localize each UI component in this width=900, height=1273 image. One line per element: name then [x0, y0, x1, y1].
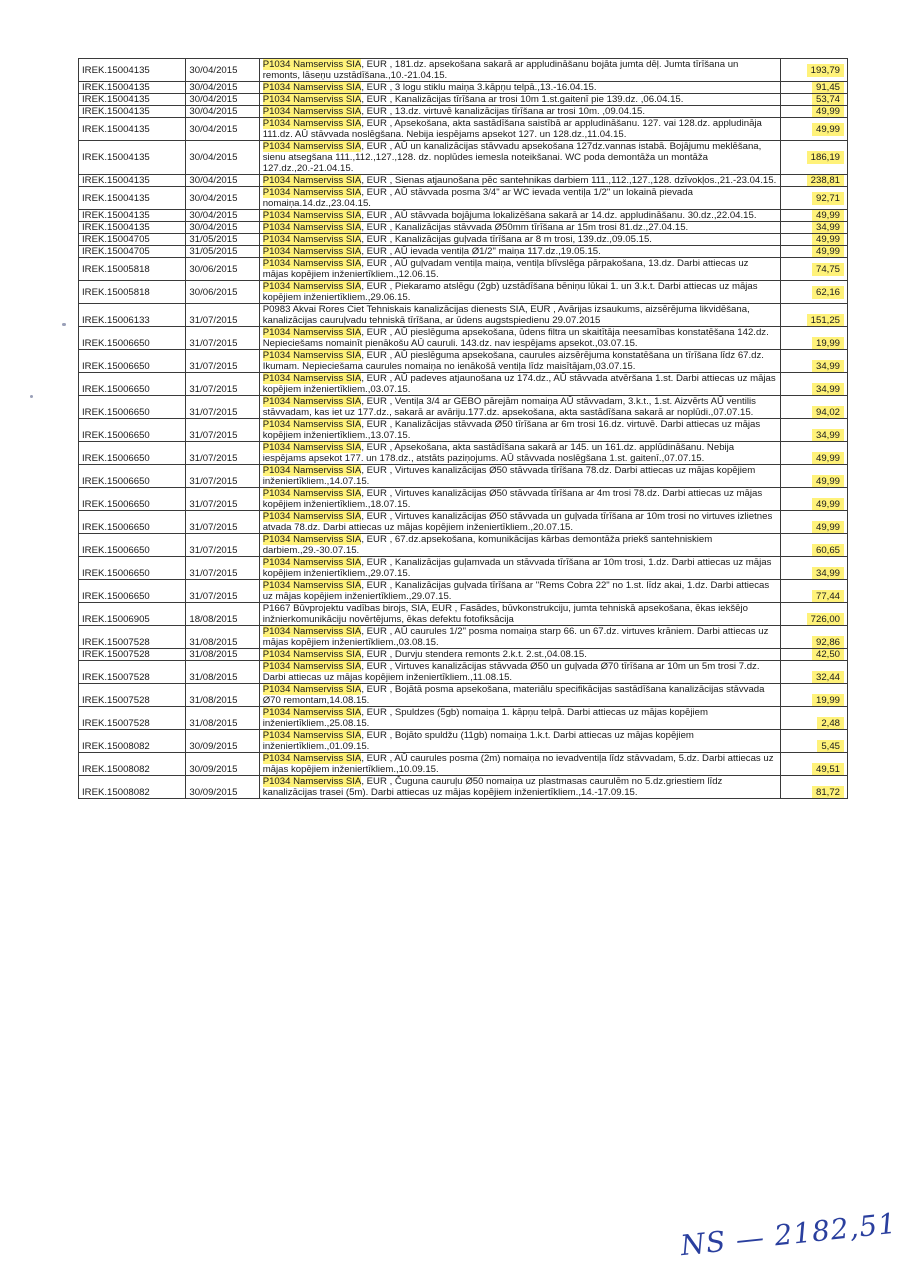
invoice-date-cell: 30/09/2015 — [186, 753, 259, 776]
description-text: P1667 Būvprojektu vadības birojs, SIA, EUR , Fasādes, būvkonstrukciju, jumta tehniskā apsekošana, ēkas iekšējo inžnierkomunikāciju novērtējums, ēkas defektu fotofiksācija — [262, 603, 748, 625]
amount-cell — [780, 141, 847, 175]
ledger-row — [79, 187, 848, 210]
description-text: , EUR , AŪ pieslēguma apsekošana, caurules aizsērējuma konstatēšana un tīrīšana līdz 67.dz. Ikumam. Nepieciešama caurules nomaiņa no ienākošā ventiļa līdz maisītājam,03.07.15. — [262, 350, 764, 372]
description-cell — [259, 396, 780, 419]
invoice-id-cell: IREK.15005818 — [79, 281, 186, 304]
description-cell — [259, 603, 780, 626]
invoice-id-cell: IREK.15008082 — [79, 753, 186, 776]
description-text: , EUR , Kanalizācijas guļvada tīrīšana ar "Rems Cobra 22" no 1.st. līdz akai, 1.dz. Darbi attiecas uz mājas kopējiem inženiertīkliem.,29.07.15. — [262, 580, 770, 602]
amount-value: 53,74 — [812, 94, 844, 106]
ledger-row — [79, 94, 848, 106]
vendor-name: P1034 Namserviss SIA — [262, 246, 362, 257]
amount-value: 94,02 — [812, 406, 844, 419]
ledger-row — [79, 118, 848, 141]
invoice-date-cell: 31/07/2015 — [186, 488, 259, 511]
description-text: , EUR , Virtuves kanalizācijas stāvvada Ø50 un guļvada Ø70 tīrīšana ar 10m un 5m trosi 7.dz. Darbi attiecas uz mājas kopējiem inženiertīkliem.,11.08.15. — [262, 661, 760, 683]
amount-cell — [780, 661, 847, 684]
invoice-id-cell: IREK.15008082 — [79, 776, 186, 799]
description-cell — [259, 373, 780, 396]
description-cell — [259, 59, 780, 82]
description-cell — [259, 187, 780, 210]
invoice-id-cell: IREK.15006650 — [79, 350, 186, 373]
ledger-row — [79, 511, 848, 534]
amount-cell — [780, 557, 847, 580]
invoice-id-cell: IREK.15006650 — [79, 465, 186, 488]
description-cell — [259, 281, 780, 304]
invoice-date-cell: 31/07/2015 — [186, 419, 259, 442]
description-text: , EUR , AŪ stāvvada posma 3/4" ar WC ievada ventiļa 1/2" un lokainā pievada nomaiņa.14.dz.,23.04.15. — [262, 187, 693, 209]
vendor-name: P1034 Namserviss SIA — [262, 187, 362, 198]
description-cell — [259, 175, 780, 187]
amount-cell — [780, 175, 847, 187]
invoice-date-cell: 30/04/2015 — [186, 210, 259, 222]
vendor-name: P1034 Namserviss SIA — [262, 707, 362, 718]
invoice-id-cell: IREK.15006905 — [79, 603, 186, 626]
ledger-body — [79, 59, 848, 799]
description-text: , EUR , AŪ ievada ventiļa Ø1/2" maiņa 117.dz.,19.05.15. — [361, 246, 601, 257]
description-text: , EUR , 67.dz.apsekošana, komunikācijas kārbas demontāža priekš santehniskiem darbiem.,29.-30.07.15. — [262, 534, 713, 556]
ledger-row — [79, 684, 848, 707]
invoice-id-cell: IREK.15007528 — [79, 661, 186, 684]
amount-value: 91,45 — [812, 82, 844, 94]
amount-value: 32,44 — [812, 671, 844, 684]
invoice-id-cell: IREK.15006650 — [79, 373, 186, 396]
vendor-name: P1034 Namserviss SIA — [262, 118, 362, 129]
amount-cell — [780, 82, 847, 94]
description-text: , EUR , AŪ un kanalizācijas stāvvadu apsekošana 127dz.vannas istabā. Bojājumu meklēšana, sienu atsegšana 111.,112.,127.,128. dz. noplūdes iemesla noteikšanai. WC poda demontāža un montāža 127.dz.,20.-21.04.15. — [262, 141, 762, 174]
invoice-id-cell: IREK.15006650 — [79, 488, 186, 511]
amount-cell — [780, 396, 847, 419]
vendor-name: P1034 Namserviss SIA — [262, 534, 362, 545]
description-cell — [259, 304, 780, 327]
ledger-row — [79, 419, 848, 442]
ledger-row — [79, 59, 848, 82]
invoice-date-cell: 31/05/2015 — [186, 234, 259, 246]
invoice-date-cell: 30/04/2015 — [186, 106, 259, 118]
amount-cell — [780, 118, 847, 141]
amount-value: 77,44 — [812, 590, 844, 603]
description-cell — [259, 82, 780, 94]
vendor-name: P1034 Namserviss SIA — [262, 210, 362, 221]
invoice-date-cell: 31/07/2015 — [186, 396, 259, 419]
invoice-id-cell: IREK.15006650 — [79, 442, 186, 465]
amount-cell — [780, 684, 847, 707]
amount-value: 34,99 — [812, 567, 844, 580]
amount-value: 49,99 — [812, 123, 844, 136]
amount-value: 49,99 — [812, 210, 844, 222]
invoice-id-cell: IREK.15006650 — [79, 396, 186, 419]
invoice-date-cell: 31/08/2015 — [186, 684, 259, 707]
amount-value: 74,75 — [812, 263, 844, 276]
ledger-row — [79, 82, 848, 94]
vendor-name: P1034 Namserviss SIA — [262, 327, 362, 338]
amount-cell — [780, 373, 847, 396]
amount-value: 49,99 — [812, 106, 844, 118]
description-text: , EUR , AŪ stāvvada bojājuma lokalizēšana sakarā ar 14.dz. appludināšanu. 30.dz.,22.04.15. — [361, 210, 757, 221]
amount-value: 193,79 — [807, 64, 844, 77]
amount-cell — [780, 234, 847, 246]
invoice-id-cell: IREK.15006650 — [79, 511, 186, 534]
invoice-date-cell: 31/07/2015 — [186, 465, 259, 488]
description-cell — [259, 141, 780, 175]
description-text: , EUR , Kanalizācijas tīrīšana ar trosi 10m 1.st.gaitenī pie 139.dz. ,06.04.15. — [361, 94, 684, 105]
ledger-row — [79, 222, 848, 234]
invoice-id-cell: IREK.15006650 — [79, 580, 186, 603]
amount-value: 49,99 — [812, 498, 844, 511]
amount-value: 42,50 — [812, 649, 844, 661]
description-cell — [259, 580, 780, 603]
description-text: , EUR , 3 logu stiklu maiņa 3.kāpņu telpā.,13.-16.04.15. — [361, 82, 597, 93]
description-cell — [259, 626, 780, 649]
invoice-id-cell: IREK.15004135 — [79, 210, 186, 222]
vendor-name: P1034 Namserviss SIA — [262, 661, 362, 672]
vendor-name: P1034 Namserviss SIA — [262, 373, 362, 384]
vendor-name: P1034 Namserviss SIA — [262, 730, 362, 741]
ledger-row — [79, 753, 848, 776]
vendor-name: P1034 Namserviss SIA — [262, 222, 362, 233]
invoice-id-cell: IREK.15004135 — [79, 222, 186, 234]
invoice-id-cell: IREK.15007528 — [79, 707, 186, 730]
description-cell — [259, 350, 780, 373]
description-text: , EUR , AŪ pieslēguma apsekošana, ūdens filtra un skaitītāja neesamības konstatēšana 142.dz. Nepieciešams nomainīt pienākošu AŪ cauruli. 143.dz. nav iespējams apsekot.,03.07.15. — [262, 327, 769, 349]
vendor-name: P1034 Namserviss SIA — [262, 141, 362, 152]
description-cell — [259, 258, 780, 281]
invoice-date-cell: 30/04/2015 — [186, 175, 259, 187]
ledger-row — [79, 442, 848, 465]
description-cell — [259, 106, 780, 118]
amount-cell — [780, 94, 847, 106]
description-cell — [259, 465, 780, 488]
invoice-id-cell: IREK.15006650 — [79, 327, 186, 350]
invoice-date-cell: 31/07/2015 — [186, 557, 259, 580]
invoice-date-cell: 31/08/2015 — [186, 649, 259, 661]
vendor-name: P1034 Namserviss SIA — [262, 281, 362, 292]
vendor-name: P1034 Namserviss SIA — [262, 626, 362, 637]
ledger-row — [79, 580, 848, 603]
ledger-row — [79, 175, 848, 187]
amount-cell — [780, 281, 847, 304]
amount-value: 62,16 — [812, 286, 844, 299]
description-text: , EUR , 181.dz. apsekošana sakarā ar appludināšanu bojāta jumta dēļ. Jumta tīrīšana un remonts, lāseņu uzstādīšana.,10.-21.04.15. — [262, 59, 739, 81]
ledger-row — [79, 626, 848, 649]
vendor-name: P1034 Namserviss SIA — [262, 82, 362, 93]
description-cell — [259, 707, 780, 730]
amount-cell — [780, 730, 847, 753]
vendor-name: P1034 Namserviss SIA — [262, 649, 362, 660]
description-cell — [259, 684, 780, 707]
ledger-row — [79, 350, 848, 373]
amount-value: 49,99 — [812, 521, 844, 534]
amount-value: 186,19 — [807, 151, 844, 164]
scan-speck — [62, 323, 66, 326]
ledger-row — [79, 210, 848, 222]
invoice-id-cell: IREK.15007528 — [79, 649, 186, 661]
invoice-date-cell: 18/08/2015 — [186, 603, 259, 626]
description-text: , EUR , Kanalizācijas stāvvada Ø50 tīrīšana ar 6m trosi 16.dz. virtuvē. Darbi attiecas uz mājas kopējiem inženiertīkliem.,13.07.15. — [262, 419, 761, 441]
invoice-id-cell: IREK.15004135 — [79, 187, 186, 210]
amount-cell — [780, 210, 847, 222]
amount-cell — [780, 649, 847, 661]
description-cell — [259, 753, 780, 776]
amount-value: 81,72 — [812, 786, 844, 799]
description-cell — [259, 511, 780, 534]
description-text: P0983 Akvai Rores Ciet Tehniskais kanalizācijas dienests SIA, EUR , Avārijas izsaukums, aizsērējuma likvidēšana, kanalizācijas cauruļvadu tehniskā tīrīšana, ar ūdens augstspiedienu 29.07.2015 — [262, 304, 750, 326]
description-text: , EUR , Virtuves kanalizācijas Ø50 stāvvada tīrīšana 78.dz. Darbi attiecas uz mājas kopējiem inženiertīkliem.,14.07.15. — [262, 465, 756, 487]
description-cell — [259, 419, 780, 442]
description-text: , EUR , Apsekošana, akta sastādīšana saistībā ar appludināšanu. 127. vai 128.dz. appludināja 111.dz. AŪ stāvvada noslēgšana. Nebija iespējams apsekot 127. un 128.dz.,11.04.15. — [262, 118, 762, 140]
vendor-name: P1034 Namserviss SIA — [262, 396, 362, 407]
invoice-date-cell: 30/06/2015 — [186, 281, 259, 304]
ledger-row — [79, 707, 848, 730]
ledger-row — [79, 649, 848, 661]
amount-value: 49,51 — [812, 763, 844, 776]
description-text: , EUR , AŪ caurules 1/2" posma nomaiņa starp 66. un 67.dz. virtuves krāniem. Darbi attiecas uz mājas kopējiem inženiertīkliem.,03.08.15. — [262, 626, 769, 648]
vendor-name: P1034 Namserviss SIA — [262, 557, 362, 568]
description-text: , EUR , Spuldzes (5gb) nomaiņa 1. kāpņu telpā. Darbi attiecas uz mājas kopējiem inženiertīkliem.,25.08.15. — [262, 707, 708, 729]
amount-cell — [780, 488, 847, 511]
amount-cell — [780, 534, 847, 557]
invoice-id-cell: IREK.15004705 — [79, 234, 186, 246]
ledger-row — [79, 730, 848, 753]
invoice-date-cell: 31/07/2015 — [186, 580, 259, 603]
invoice-date-cell: 31/08/2015 — [186, 626, 259, 649]
description-cell — [259, 649, 780, 661]
description-cell — [259, 776, 780, 799]
amount-value: 92,71 — [812, 192, 844, 205]
amount-value: 2,48 — [817, 717, 844, 730]
description-text: , EUR , Virtuves kanalizācijas Ø50 stāvvada un guļvada tīrīšana ar 10m trosi no virtuves izlietnes atvada 78.dz. Darbi attiecas uz mājas kopējiem inženiertīkliem.,20.07.15. — [262, 511, 773, 533]
invoice-date-cell: 31/08/2015 — [186, 707, 259, 730]
amount-cell — [780, 246, 847, 258]
invoice-id-cell: IREK.15006650 — [79, 557, 186, 580]
amount-value: 19,99 — [812, 337, 844, 350]
ledger-row — [79, 141, 848, 175]
invoice-id-cell: IREK.15004135 — [79, 106, 186, 118]
invoice-date-cell: 30/06/2015 — [186, 258, 259, 281]
vendor-name: P1034 Namserviss SIA — [262, 106, 362, 117]
description-text: , EUR , Kanalizācijas guļvada tīrīšana ar 8 m trosi, 139.dz.,09.05.15. — [361, 234, 652, 245]
invoice-date-cell: 31/07/2015 — [186, 350, 259, 373]
invoice-date-cell: 30/04/2015 — [186, 222, 259, 234]
amount-value: 49,99 — [812, 234, 844, 246]
vendor-name: P1034 Namserviss SIA — [262, 488, 362, 499]
vendor-name: P1034 Namserviss SIA — [262, 175, 362, 186]
invoice-id-cell: IREK.15007528 — [79, 626, 186, 649]
invoice-date-cell: 31/08/2015 — [186, 661, 259, 684]
ledger-row — [79, 258, 848, 281]
vendor-name: P1034 Namserviss SIA — [262, 258, 362, 269]
description-text: , EUR , AŪ guļvadam ventiļa maiņa, ventiļa blīvslēga pārpakošana, 13.dz. Darbi attiecas uz mājas kopējiem inženiertīkliem.,12.06.15. — [262, 258, 749, 280]
invoice-date-cell: 31/07/2015 — [186, 534, 259, 557]
vendor-name: P1034 Namserviss SIA — [262, 94, 362, 105]
ledger-row — [79, 661, 848, 684]
vendor-name: P1034 Namserviss SIA — [262, 511, 362, 522]
invoice-date-cell: 30/04/2015 — [186, 118, 259, 141]
description-text: , EUR , Piekaramo atslēgu (2gb) uzstādīšana bēniņu lūkai 1. un 3.k.t. Darbi attiecas uz mājas kopējiem inženiertīkliem.,29.06.15. — [262, 281, 758, 303]
ledger-row — [79, 396, 848, 419]
invoice-date-cell: 30/09/2015 — [186, 776, 259, 799]
amount-cell — [780, 59, 847, 82]
description-text: , EUR , Čuguna cauruļu Ø50 nomaiņa uz plastmasas caurulēm no 5.dz.griestiem līdz kanalizācijas trasei (5m). Darbi attiecas uz mājas kopējiem inženiertīkliem.,14.-17.09.15. — [262, 776, 723, 798]
amount-cell — [780, 511, 847, 534]
description-cell — [259, 94, 780, 106]
ledger-row — [79, 488, 848, 511]
description-cell — [259, 210, 780, 222]
amount-value: 34,99 — [812, 360, 844, 373]
description-text: , EUR , Sienas atjaunošana pēc santehnikas darbiem 111.,112.,127.,128. dzīvokļos.,21.-23.04.15. — [361, 175, 777, 186]
invoice-date-cell: 30/04/2015 — [186, 82, 259, 94]
invoice-id-cell: IREK.15004135 — [79, 141, 186, 175]
amount-cell — [780, 222, 847, 234]
invoice-date-cell: 31/07/2015 — [186, 373, 259, 396]
ledger-row — [79, 534, 848, 557]
amount-cell — [780, 465, 847, 488]
description-text: , EUR , Kanalizācijas guļamvada un stāvvada tīrīšana ar 10m trosi, 1.dz. Darbi attiecas uz mājas kopējiem inženiertīkliem.,29.07.15. — [262, 557, 772, 579]
invoice-date-cell: 31/07/2015 — [186, 304, 259, 327]
amount-value: 726,00 — [807, 613, 844, 626]
ledger-row — [79, 281, 848, 304]
amount-value: 151,25 — [807, 314, 844, 327]
description-cell — [259, 118, 780, 141]
invoice-id-cell: IREK.15006650 — [79, 534, 186, 557]
invoice-date-cell: 30/04/2015 — [186, 94, 259, 106]
invoice-id-cell: IREK.15008082 — [79, 730, 186, 753]
amount-value: 19,99 — [812, 694, 844, 707]
description-text: , EUR , Kanalizācijas stāvvada Ø50mm tīrīšana ar 15m trosi 81.dz.,27.04.15. — [361, 222, 689, 233]
amount-value: 34,99 — [812, 383, 844, 396]
amount-value: 238,81 — [807, 175, 844, 187]
amount-cell — [780, 753, 847, 776]
invoice-date-cell: 30/04/2015 — [186, 187, 259, 210]
description-text: , EUR , Bojātā posma apsekošana, materiālu specifikācijas sastādīšana kanalizācijas stāvvada Ø70 remontam,14.08.15. — [262, 684, 765, 706]
description-text: , EUR , Virtuves kanalizācijas Ø50 stāvvada tīrīšana ar 4m trosi 78.dz. Darbi attiecas uz mājas kopējiem inženiertīkliem.,18.07.15. — [262, 488, 763, 510]
amount-cell — [780, 327, 847, 350]
description-cell — [259, 730, 780, 753]
description-text: , EUR , Ventiļa 3/4 ar GEBO pārejām nomaiņa AŪ stāvvadam, 3.k.t., 1.st. Aizvērts AŪ ventilis stāvvadam, kas iet uz 177.dz., sakarā ar avāriju.177.dz. apsekošana, akta sastādīšana sakarā ar noplūdi.,07.07.15. — [262, 396, 756, 418]
description-text: , EUR , AŪ caurules posma (2m) nomaiņa no ievadventiļa līdz stāvvadam, 5.dz. Darbi attiecas uz mājas kopējiem inženiertīkliem.,10.09.15. — [262, 753, 774, 775]
cost-ledger-table — [78, 58, 848, 799]
amount-value: 49,99 — [812, 246, 844, 258]
description-text: , EUR , Durvju stendera remonts 2.k.t. 2.st.,04.08.15. — [361, 649, 587, 660]
vendor-name: P1034 Namserviss SIA — [262, 234, 362, 245]
ledger-row — [79, 603, 848, 626]
vendor-name: P1034 Namserviss SIA — [262, 419, 362, 430]
vendor-name: P1034 Namserviss SIA — [262, 350, 362, 361]
amount-value: 60,65 — [812, 544, 844, 557]
amount-cell — [780, 419, 847, 442]
amount-cell — [780, 776, 847, 799]
amount-cell — [780, 304, 847, 327]
description-cell — [259, 222, 780, 234]
invoice-id-cell: IREK.15004135 — [79, 82, 186, 94]
vendor-name: P1034 Namserviss SIA — [262, 684, 362, 695]
invoice-date-cell: 30/04/2015 — [186, 59, 259, 82]
invoice-id-cell: IREK.15006650 — [79, 419, 186, 442]
description-cell — [259, 534, 780, 557]
invoice-id-cell: IREK.15004135 — [79, 175, 186, 187]
ledger-row — [79, 246, 848, 258]
amount-cell — [780, 350, 847, 373]
ledger-row — [79, 106, 848, 118]
ledger-row — [79, 373, 848, 396]
amount-value: 34,99 — [812, 429, 844, 442]
description-text: , EUR , Apsekošana, akta sastādīšana sakarā ar 145. un 161.dz. applūdināšanu. Nebija iespējams apsekot 177. un 178.dz., atstāts paziņojums. AŪ stāvvada noslēgšana 1.st. gaitenī.,07.07.15. — [262, 442, 735, 464]
invoice-date-cell: 31/07/2015 — [186, 511, 259, 534]
ledger-row — [79, 465, 848, 488]
description-text: , EUR , Bojāto spuldžu (11gb) nomaiņa 1.k.t. Darbi attiecas uz mājas kopējiem inženiertīkliem.,01.09.15. — [262, 730, 694, 752]
invoice-id-cell: IREK.15004135 — [79, 59, 186, 82]
vendor-name: P1034 Namserviss SIA — [262, 465, 362, 476]
invoice-id-cell: IREK.15004135 — [79, 118, 186, 141]
description-cell — [259, 661, 780, 684]
vendor-name: P1034 Namserviss SIA — [262, 59, 362, 70]
description-cell — [259, 234, 780, 246]
amount-cell — [780, 258, 847, 281]
amount-value: 34,99 — [812, 222, 844, 234]
vendor-name: P1034 Namserviss SIA — [262, 442, 362, 453]
description-cell — [259, 442, 780, 465]
amount-cell — [780, 707, 847, 730]
description-text: , EUR , 13.dz. virtuvē kanalizācijas tīrīšana ar trosi 10m. ,09.04.15. — [361, 106, 646, 117]
ledger-row — [79, 557, 848, 580]
amount-value: 49,99 — [812, 475, 844, 488]
ledger-row — [79, 234, 848, 246]
invoice-date-cell: 31/07/2015 — [186, 442, 259, 465]
amount-cell — [780, 106, 847, 118]
vendor-name: P1034 Namserviss SIA — [262, 776, 362, 787]
invoice-date-cell: 30/04/2015 — [186, 141, 259, 175]
amount-cell — [780, 580, 847, 603]
handwritten-total-note: NS — 2182,51 — [678, 1206, 899, 1263]
description-cell — [259, 557, 780, 580]
invoice-date-cell: 31/07/2015 — [186, 327, 259, 350]
amount-value: 5,45 — [817, 740, 844, 753]
amount-cell — [780, 626, 847, 649]
ledger-row — [79, 327, 848, 350]
ledger-row — [79, 776, 848, 799]
amount-value: 49,99 — [812, 452, 844, 465]
vendor-name: P1034 Namserviss SIA — [262, 580, 362, 591]
invoice-id-cell: IREK.15006133 — [79, 304, 186, 327]
amount-value: 92,86 — [812, 636, 844, 649]
description-cell — [259, 327, 780, 350]
ledger-row — [79, 304, 848, 327]
description-cell — [259, 488, 780, 511]
vendor-name: P1034 Namserviss SIA — [262, 753, 362, 764]
invoice-date-cell: 30/09/2015 — [186, 730, 259, 753]
description-cell — [259, 246, 780, 258]
invoice-id-cell: IREK.15007528 — [79, 684, 186, 707]
invoice-date-cell: 31/05/2015 — [186, 246, 259, 258]
invoice-id-cell: IREK.15004135 — [79, 94, 186, 106]
amount-cell — [780, 442, 847, 465]
description-text: , EUR , AŪ padeves atjaunošana uz 174.dz., AŪ stāvvada atvēršana 1.st. Darbi attiecas uz mājas kopējiem inženiertīkliem.,03.07.15. — [262, 373, 776, 395]
amount-cell — [780, 603, 847, 626]
amount-cell — [780, 187, 847, 210]
scan-speck — [30, 395, 33, 398]
invoice-id-cell: IREK.15005818 — [79, 258, 186, 281]
invoice-id-cell: IREK.15004705 — [79, 246, 186, 258]
